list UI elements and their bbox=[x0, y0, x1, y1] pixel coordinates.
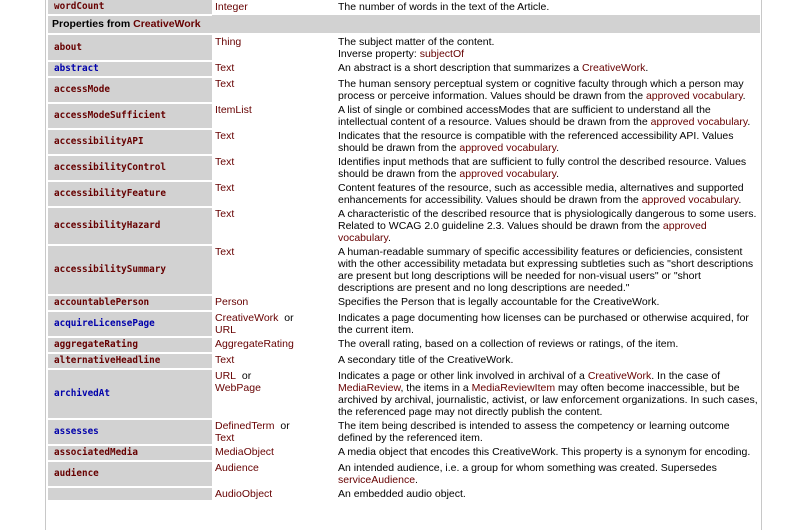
type-link[interactable]: Text bbox=[215, 62, 235, 74]
property-name[interactable] bbox=[48, 337, 212, 353]
expected-type bbox=[212, 295, 335, 311]
property-name[interactable] bbox=[48, 207, 212, 245]
type-link[interactable]: URL bbox=[215, 324, 237, 336]
property-name[interactable] bbox=[48, 353, 212, 369]
type-link[interactable]: Integer bbox=[215, 1, 248, 13]
expected-type bbox=[212, 207, 335, 245]
property-link[interactable]: wordCount bbox=[54, 1, 105, 12]
property-name[interactable] bbox=[48, 295, 212, 311]
table-row bbox=[48, 445, 760, 461]
property-description bbox=[335, 353, 760, 369]
property-name[interactable] bbox=[48, 155, 212, 181]
table-row bbox=[48, 0, 760, 15]
property-link[interactable]: accessibilityFeature bbox=[54, 188, 166, 199]
description-text: . In the case of bbox=[651, 370, 721, 382]
table-row bbox=[48, 245, 760, 295]
property-link[interactable]: accessibilityHazard bbox=[54, 220, 161, 231]
table-row bbox=[48, 353, 760, 369]
property-description: The number of words in the text of the Article. bbox=[338, 1, 550, 13]
property-link[interactable]: archivedAt bbox=[54, 388, 110, 399]
type-link[interactable]: DefinedTerm bbox=[215, 420, 275, 432]
description-link[interactable]: MediaReview bbox=[338, 382, 401, 394]
type-link[interactable]: CreativeWork bbox=[215, 312, 279, 324]
description-link[interactable]: approved vocabulary bbox=[641, 194, 739, 206]
or-separator: or bbox=[284, 312, 294, 324]
property-link[interactable]: accessMode bbox=[54, 84, 110, 95]
type-link[interactable]: ItemList bbox=[215, 104, 252, 116]
table-row bbox=[48, 311, 760, 337]
table-row bbox=[48, 207, 760, 245]
description-text: Indicates a page documenting how licenses can be purchased or otherwise acquired, for the current item. bbox=[338, 312, 749, 336]
table-row bbox=[48, 61, 760, 77]
expected-type bbox=[212, 311, 335, 337]
table-row bbox=[48, 181, 760, 207]
property-description bbox=[335, 155, 760, 181]
table-row bbox=[48, 487, 760, 501]
description-text: . bbox=[742, 90, 746, 102]
property-link[interactable]: acquireLicensePage bbox=[54, 318, 155, 329]
property-description bbox=[335, 419, 760, 445]
description-text: Identifies input methods that are sufficient to fully control the described resource. Values should be drawn from the bbox=[338, 156, 747, 180]
description-link[interactable]: approved vocabulary bbox=[650, 116, 748, 128]
expected-type bbox=[212, 337, 335, 353]
type-link[interactable]: AudioObject bbox=[215, 488, 273, 500]
expected-type bbox=[212, 61, 335, 77]
property-description bbox=[335, 245, 760, 295]
expected-type bbox=[212, 445, 335, 461]
description-text: An abstract is a short description that summarizes a bbox=[338, 62, 582, 74]
description-text: . bbox=[747, 116, 751, 128]
type-link[interactable]: Text bbox=[215, 208, 235, 220]
description-link[interactable]: serviceAudience bbox=[338, 474, 416, 486]
description-text: Specifies the Person that is legally accountable for the CreativeWork. bbox=[338, 296, 660, 308]
type-link[interactable]: Text bbox=[215, 78, 235, 90]
table-row bbox=[48, 129, 760, 155]
property-link[interactable]: accessibilityControl bbox=[54, 162, 166, 173]
properties-table bbox=[48, 0, 760, 502]
property-name[interactable] bbox=[48, 0, 212, 15]
table-row bbox=[48, 337, 760, 353]
description-text: The subject matter of the content. bbox=[338, 36, 495, 48]
property-description bbox=[335, 311, 760, 337]
description-text: The item being described is intended to assess the competency or learning outcome defined by the referenced item. bbox=[338, 420, 730, 444]
property-description bbox=[335, 207, 760, 245]
property-name[interactable] bbox=[48, 61, 212, 77]
type-link[interactable]: URL bbox=[215, 370, 237, 382]
property-description bbox=[335, 34, 760, 61]
description-link[interactable]: subjectOf bbox=[419, 48, 465, 60]
property-link[interactable]: accessModeSufficient bbox=[54, 110, 166, 121]
description-link[interactable]: CreativeWork bbox=[587, 370, 652, 382]
description-text: A media object that encodes this CreativeWork. This property is a synonym for encoding. bbox=[338, 446, 751, 458]
property-name[interactable] bbox=[48, 103, 212, 129]
table-row bbox=[48, 77, 760, 103]
expected-type bbox=[212, 353, 335, 369]
type-link[interactable]: AggregateRating bbox=[215, 338, 294, 350]
description-text: A human-readable summary of specific accessibility features or deficiencies, consistent with the other accessibility metadata but expressing subtleties such as "short descriptions are present but long descriptions will be needed for non-visual users" or "short descriptions are present and no long descriptions are needed." bbox=[338, 246, 754, 294]
description-text: . bbox=[738, 194, 742, 206]
description-link[interactable]: CreativeWork bbox=[581, 62, 646, 74]
property-link[interactable]: accountablePerson bbox=[54, 297, 150, 308]
expected-type bbox=[212, 181, 335, 207]
property-link[interactable]: audience bbox=[54, 468, 99, 479]
description-text: . bbox=[388, 232, 391, 244]
description-text: The overall rating, based on a collection of reviews or ratings, of the item. bbox=[338, 338, 679, 350]
property-name[interactable] bbox=[48, 419, 212, 445]
description-text: A secondary title of the CreativeWork. bbox=[338, 354, 514, 366]
expected-type bbox=[212, 129, 335, 155]
description-text: The human sensory perceptual system or cognitive faculty through which a person may process or perceive information. Values should be drawn from the bbox=[338, 78, 744, 102]
section-prefix: Properties from bbox=[52, 18, 134, 30]
property-name[interactable] bbox=[48, 445, 212, 461]
description-text: An embedded audio object. bbox=[338, 488, 466, 500]
expected-type bbox=[212, 487, 335, 501]
table-row bbox=[48, 103, 760, 129]
property-description bbox=[335, 181, 760, 207]
type-link[interactable]: Text bbox=[215, 432, 235, 444]
property-link[interactable]: associatedMedia bbox=[54, 447, 138, 458]
property-link[interactable]: assesses bbox=[54, 426, 99, 437]
description-text: An intended audience, i.e. a group for whom something was created. Supersedes bbox=[338, 462, 717, 474]
description-text: A list of single or combined accessModes that are sufficient to understand all the intellectual content of a resource. Values should be drawn from the bbox=[338, 104, 711, 128]
type-link[interactable]: Text bbox=[215, 130, 235, 142]
description-text: Indicates a page or other link involved in archival of a bbox=[338, 370, 588, 382]
property-description bbox=[335, 337, 760, 353]
description-link[interactable]: MediaReviewItem bbox=[471, 382, 556, 394]
or-separator: or bbox=[280, 420, 290, 432]
property-link[interactable]: accessibilityAPI bbox=[54, 136, 144, 147]
expected-type bbox=[212, 461, 335, 487]
type-link[interactable]: Audience bbox=[215, 462, 259, 474]
expected-type bbox=[212, 34, 335, 61]
type-link[interactable]: Text bbox=[215, 246, 235, 258]
expected-type bbox=[212, 245, 335, 295]
property-link[interactable]: accessibilitySummary bbox=[54, 264, 166, 275]
expected-type bbox=[212, 369, 335, 419]
description-text: . bbox=[556, 168, 560, 180]
property-description bbox=[335, 445, 760, 461]
description-text: Indicates that the resource is compatible with the referenced accessibility API. Values should be drawn from the bbox=[338, 130, 734, 154]
property-description bbox=[335, 103, 760, 129]
schema-properties-sheet bbox=[45, 0, 762, 530]
description-text: . bbox=[556, 142, 560, 154]
property-description bbox=[335, 487, 760, 501]
property-link[interactable]: alternativeHeadline bbox=[54, 355, 161, 366]
property-name[interactable] bbox=[48, 34, 212, 61]
section-link[interactable]: CreativeWork bbox=[133, 18, 201, 30]
section-header bbox=[48, 15, 760, 34]
description-text: . bbox=[415, 474, 418, 486]
property-name[interactable] bbox=[48, 77, 212, 103]
expected-type bbox=[212, 77, 335, 103]
description-link[interactable]: approved vocabulary bbox=[645, 90, 743, 102]
type-link[interactable]: Text bbox=[215, 182, 235, 194]
description-link[interactable]: approved vocabulary bbox=[459, 168, 557, 180]
table-row bbox=[48, 295, 760, 311]
table-row bbox=[48, 34, 760, 61]
property-name[interactable] bbox=[48, 311, 212, 337]
property-name[interactable] bbox=[48, 245, 212, 295]
property-description bbox=[335, 295, 760, 311]
property-name[interactable] bbox=[48, 461, 212, 487]
property-link[interactable]: about bbox=[54, 41, 82, 53]
property-description bbox=[335, 369, 760, 419]
type-link[interactable]: WebPage bbox=[215, 382, 261, 394]
description-text: , the items in a bbox=[400, 382, 472, 394]
property-name[interactable] bbox=[48, 181, 212, 207]
property-name[interactable] bbox=[48, 369, 212, 419]
type-link[interactable]: Text bbox=[215, 156, 235, 168]
property-description bbox=[335, 61, 760, 77]
table-row bbox=[48, 419, 760, 445]
property-description bbox=[335, 129, 760, 155]
table-row bbox=[48, 369, 760, 419]
property-link[interactable]: abstract bbox=[54, 63, 99, 74]
type-link[interactable]: Text bbox=[215, 354, 235, 366]
description-link[interactable]: approved vocabulary bbox=[459, 142, 557, 154]
description-text: . bbox=[645, 62, 649, 74]
description-text: Content features of the resource, such as accessible media, alternatives and supported enhancements for accessibility. Values should be drawn from the bbox=[338, 182, 744, 206]
property-link[interactable]: aggregateRating bbox=[54, 339, 138, 350]
table-row bbox=[48, 461, 760, 487]
expected-type bbox=[212, 0, 335, 15]
description-text: A characteristic of the described resource that is physiologically dangerous to some users. Related to WCAG 2.0 guideline 2.3. Values should be drawn from the bbox=[338, 208, 757, 232]
expected-type bbox=[212, 419, 335, 445]
description-text: Inverse property: bbox=[338, 48, 420, 60]
expected-type bbox=[212, 155, 335, 181]
table-row bbox=[48, 155, 760, 181]
type-link[interactable]: Person bbox=[215, 296, 249, 308]
type-link[interactable]: Thing bbox=[215, 36, 242, 48]
expected-type bbox=[212, 103, 335, 129]
property-description bbox=[335, 77, 760, 103]
description-link[interactable]: approved vocabulary bbox=[338, 220, 707, 244]
type-link[interactable]: MediaObject bbox=[215, 446, 274, 458]
description-text: may often become inaccessible, but be archived by archival, journalistic, activist, or law enforcement organizations. In such cases, the referenced page may not directly publish the content. bbox=[338, 382, 758, 418]
property-name[interactable] bbox=[48, 129, 212, 155]
property-description bbox=[335, 461, 760, 487]
property-name[interactable] bbox=[48, 487, 212, 501]
or-separator: or bbox=[241, 370, 252, 382]
